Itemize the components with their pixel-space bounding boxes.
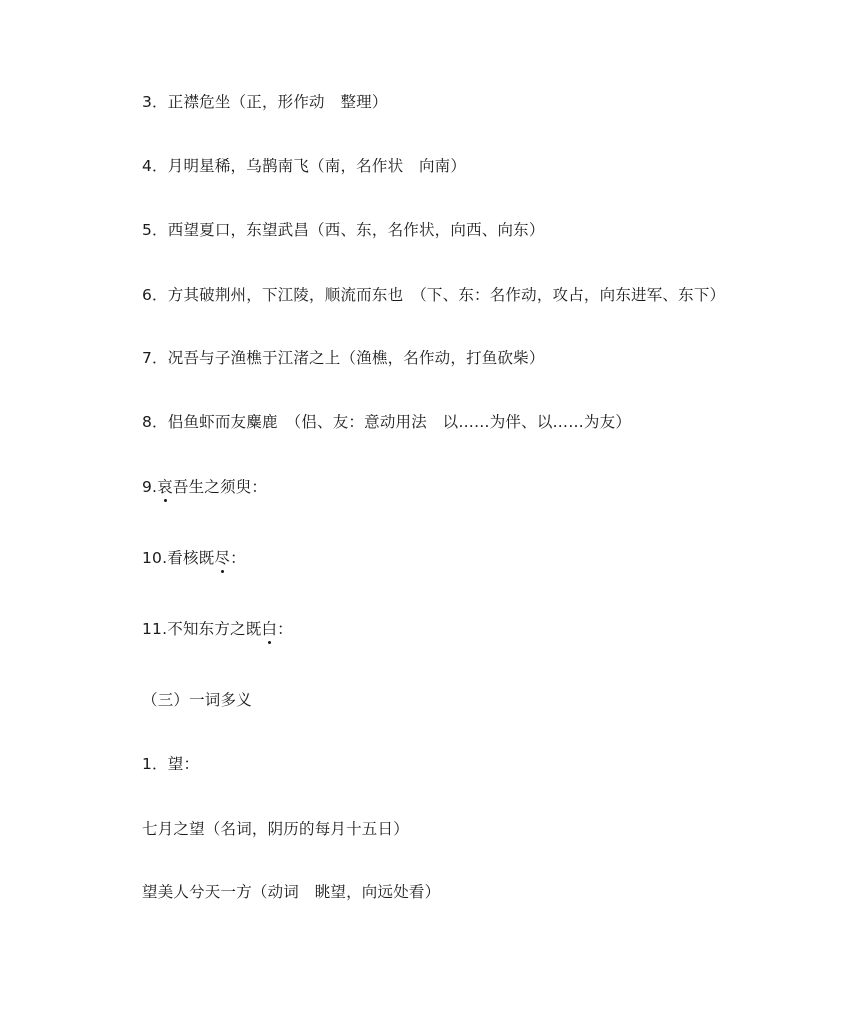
line-item-9 — [142, 476, 267, 498]
word-item: 1．望： — [142, 755, 200, 773]
item-10-prefix: 10.看核既 — [142, 549, 215, 567]
line-item-10 — [142, 547, 246, 569]
line-item-6: 6．方其破荆州，下江陵，顺流而东也 （下、东：名作动，攻占，向东进军、东下） — [142, 286, 726, 304]
item-9-suffix: 吾生之须臾： — [172, 478, 268, 496]
item-10-suffix: ： — [230, 549, 246, 567]
line-item-11 — [142, 618, 293, 640]
line-item-7: 7．况吾与子渔樵于江渚之上（渔樵，名作动，打鱼砍柴） — [142, 349, 545, 367]
item-9-prefix: 9. — [142, 478, 158, 496]
item-10-emphasis-char: 尽 — [214, 549, 231, 567]
item-9-emphasis-char: 哀 — [157, 478, 173, 496]
item-11-emphasis-char: 白 — [261, 620, 278, 638]
line-item-4: 4．月明星稀，乌鹊南飞（南，名作状 向南） — [142, 157, 467, 175]
item-11-suffix: ： — [277, 620, 293, 638]
meaning-line-1: 七月之望（名词，阴历的每月十五日） — [142, 820, 409, 838]
section-heading: （三）一词多义 — [142, 691, 252, 709]
line-item-8: 8．侣鱼虾而友麋鹿 （侣、友：意动用法 以……为伴、以……为友） — [142, 413, 632, 431]
meaning-line-2: 望美人兮天一方（动词 眺望，向远处看） — [142, 883, 441, 901]
item-11-prefix: 11.不知东方之既 — [142, 620, 262, 638]
line-item-3: 3．正襟危坐（正，形作动 整理） — [142, 93, 388, 111]
line-item-5: 5．西望夏口，东望武昌（西、东，名作状，向西、向东） — [142, 221, 545, 239]
